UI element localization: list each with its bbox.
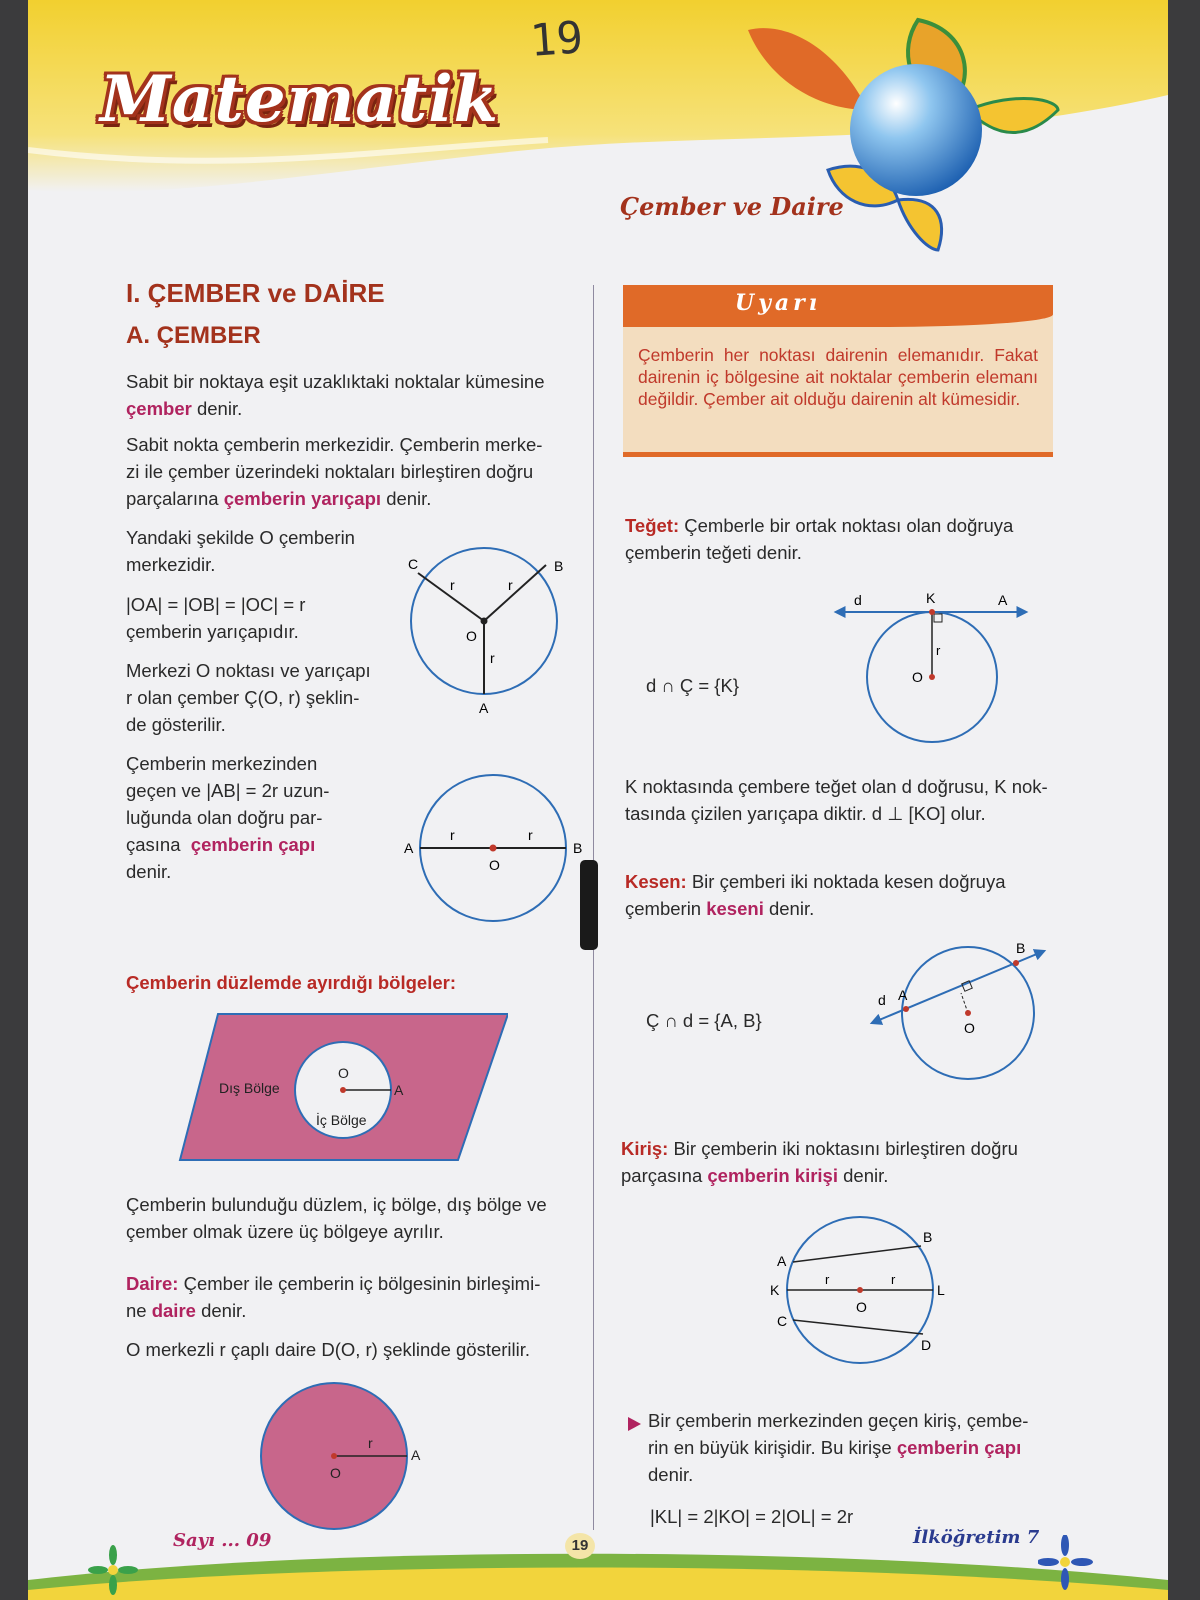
issue-number: Sayı ... 09 [173, 1530, 272, 1551]
label-r: r [891, 1272, 896, 1287]
chord-CD [793, 1320, 923, 1334]
figure-chord [743, 1210, 983, 1375]
warning-text: Çemberin her noktası dairenin elemanıdır. Fakat dairenin iç bölgesine ait noktalar çemberin elemanı değildir. Çember ait olduğu dairenin alt kümesidir. [638, 345, 1038, 409]
label-O: O [912, 669, 923, 685]
label-B: B [923, 1229, 933, 1245]
warning-title: Uyarı [734, 290, 822, 316]
label-B: B [1016, 940, 1026, 956]
label-D: D [921, 1337, 932, 1353]
definition-diameter: Çemberin merkezinden geçen ve |AB| = 2r uzun- luğunda olan doğru par- çasına çemberin çapı denir. [126, 753, 330, 882]
label-O: O [338, 1065, 349, 1081]
figure-radii [398, 545, 598, 715]
label-A: A [411, 1447, 421, 1463]
figure-tangent [828, 585, 1058, 745]
label-A: A [479, 700, 489, 715]
center-note: Yandaki şekilde O çemberin merkezidir. [126, 527, 355, 575]
section-title: Çember ve Daire [620, 192, 844, 221]
label-A: A [394, 1082, 404, 1098]
definition-secant: Kesen: Bir çemberi iki noktada kesen doğruya çemberin keseni denir. [625, 871, 1006, 919]
label-O: O [330, 1465, 341, 1481]
sphere-graphic [850, 64, 982, 196]
tangent-formula: d ∩ Ç = {K} [646, 675, 740, 696]
flower-icon [1038, 1535, 1093, 1590]
warning-bottom-rule [623, 452, 1053, 457]
label-r: r [450, 827, 455, 843]
label-r: r [508, 577, 513, 593]
label-r: r [825, 1272, 830, 1287]
handwritten-page-number: 19 [528, 12, 585, 67]
label-B: B [554, 558, 564, 574]
label-O: O [489, 857, 500, 873]
label-d: d [854, 592, 862, 608]
diameter-note: Bir çemberin merkezinden geçen kiriş, çembe- rin en büyük kirişidir. Bu kirişe çemberin çapı denir. [648, 1410, 1029, 1485]
radius-equality: |OA| = |OB| = |OC| = r çemberin yarıçapıdır. [126, 594, 306, 642]
definition-circle: Sabit bir noktaya eşit uzaklıktaki noktalar kümesine çember denir. [126, 371, 545, 419]
regions-description: Çemberin bulunduğu düzlem, iç bölge, dış bölge ve çember olmak üzere üç bölgeye ayrılır. [126, 1194, 547, 1242]
label-A: A [898, 987, 908, 1003]
definition-disk: Daire: Çember ile çemberin iç bölgesinin birleşimi- ne daire denir. [126, 1273, 541, 1321]
page-number: 19 [565, 1533, 595, 1559]
main-heading: I. ÇEMBER ve DAİRE [126, 278, 385, 308]
label-K: K [926, 590, 936, 606]
label-C: C [777, 1313, 788, 1329]
diameter-formula: |KL| = 2|KO| = 2|OL| = 2r [650, 1506, 854, 1527]
label-d: d [878, 992, 886, 1008]
label-O: O [856, 1299, 867, 1315]
label-K: K [770, 1282, 780, 1298]
secant-formula: Ç ∩ d = {A, B} [646, 1010, 762, 1031]
figure-diameter [373, 770, 598, 930]
label-A: A [404, 840, 414, 856]
label-r: r [936, 643, 941, 658]
label-inner-region: İç Bölge [316, 1112, 367, 1128]
label-A: A [777, 1253, 787, 1269]
disk-notation: O merkezli r çaplı daire D(O, r) şeklinde gösterilir. [126, 1339, 531, 1360]
label-C: C [408, 556, 419, 572]
label-L: L [937, 1282, 945, 1298]
circle-notation: Merkezi O noktası ve yarıçapı r olan çember Ç(O, r) şeklin- de gösterilir. [126, 660, 371, 735]
definition-tangent: Teğet: Çemberle bir ortak noktası olan doğruya çemberin teğeti denir. [625, 515, 1014, 563]
figure-disk [258, 1380, 438, 1530]
grade-label: İlköğretim 7 [913, 1527, 1040, 1548]
definition-radius: Sabit nokta çemberin merkezidir. Çemberin merke- zi ile çember üzerindeki noktaları birleştiren doğru parçalarına çemberin yarıçapı denir. [126, 434, 543, 509]
label-r: r [528, 827, 533, 843]
binder-clip [580, 860, 598, 950]
label-B: B [573, 840, 583, 856]
label-outer-region: Dış Bölge [219, 1080, 280, 1096]
label-r: r [490, 650, 495, 666]
label-r: r [368, 1435, 373, 1451]
regions-heading: Çemberin düzlemde ayırdığı bölgeler: [126, 972, 456, 993]
figure-regions [178, 1010, 508, 1165]
label-O: O [964, 1020, 975, 1036]
flower-icon [88, 1545, 138, 1595]
worksheet-page [28, 0, 1168, 1600]
label-A: A [998, 592, 1008, 608]
label-r: r [450, 577, 455, 593]
magazine-logo: Matematik [100, 62, 499, 137]
figure-secant [868, 935, 1058, 1085]
sub-heading: A. ÇEMBER [126, 322, 261, 349]
triangle-bullet-icon [626, 1416, 642, 1432]
label-O: O [466, 628, 477, 644]
tangent-property: K noktasında çembere teğet olan d doğrusu, K nok- tasında çizilen yarıçapa diktir. d ⊥ [KO] olur. [625, 776, 1048, 824]
chord-AB [793, 1246, 921, 1262]
definition-chord: Kiriş: Bir çemberin iki noktasını birleştiren doğru parçasına çemberin kirişi denir. [621, 1138, 1018, 1186]
